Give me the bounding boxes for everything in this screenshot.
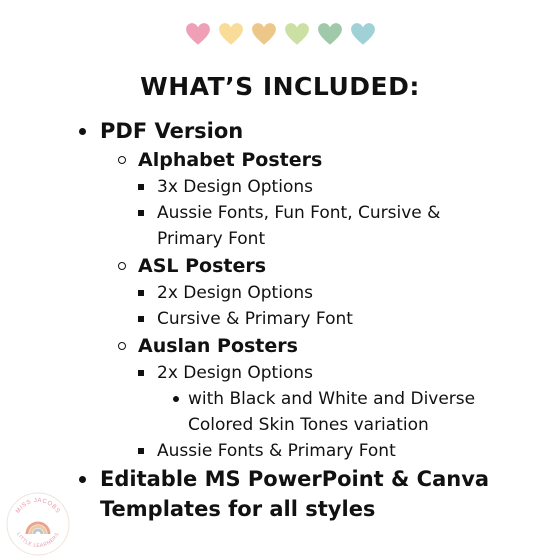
logo-top-text: MISS JACOBS xyxy=(15,497,61,515)
heart-icon xyxy=(251,22,277,48)
list-item-label: with Black and White and Diverse Colored Skin Tones variation xyxy=(188,389,476,435)
list-item xyxy=(138,306,560,332)
heart-icon xyxy=(218,22,244,48)
list-item-label: Auslan Posters xyxy=(138,335,298,357)
heart-icon xyxy=(185,22,211,48)
list-item xyxy=(100,332,560,464)
list-item-label: 2x Design Options xyxy=(157,363,313,383)
heart-icon xyxy=(350,22,376,48)
list-item-label: ASL Posters xyxy=(138,255,267,277)
list-item xyxy=(100,146,560,252)
list-item xyxy=(138,200,477,252)
list-item-label: Editable MS PowerPoint & Canva Templates for all styles xyxy=(100,467,490,521)
included-list xyxy=(0,116,560,524)
list-item-label: Aussie Fonts, Fun Font, Cursive & Primary Font xyxy=(157,203,441,249)
list-item xyxy=(100,252,560,332)
list-item xyxy=(0,464,500,524)
list-item xyxy=(138,438,560,464)
heart-icon xyxy=(317,22,343,48)
list-item xyxy=(157,386,508,438)
logo-bottom-text: LITTLE LEARNERS xyxy=(15,531,61,550)
brand-logo xyxy=(6,492,70,556)
list-item-label: PDF Version xyxy=(100,119,244,143)
list-item xyxy=(138,280,560,306)
list-item-label: 3x Design Options xyxy=(157,177,313,197)
list-item-label: Cursive & Primary Font xyxy=(157,309,353,329)
list-item xyxy=(138,360,560,438)
hearts-row xyxy=(0,22,560,48)
list-item xyxy=(0,116,560,464)
heart-icon xyxy=(284,22,310,48)
list-item-label: Aussie Fonts & Primary Font xyxy=(157,441,396,461)
list-item xyxy=(138,174,560,200)
page-title: WHAT’S INCLUDED: xyxy=(140,72,420,101)
list-item-label: Alphabet Posters xyxy=(138,149,323,171)
list-item-label: 2x Design Options xyxy=(157,283,313,303)
